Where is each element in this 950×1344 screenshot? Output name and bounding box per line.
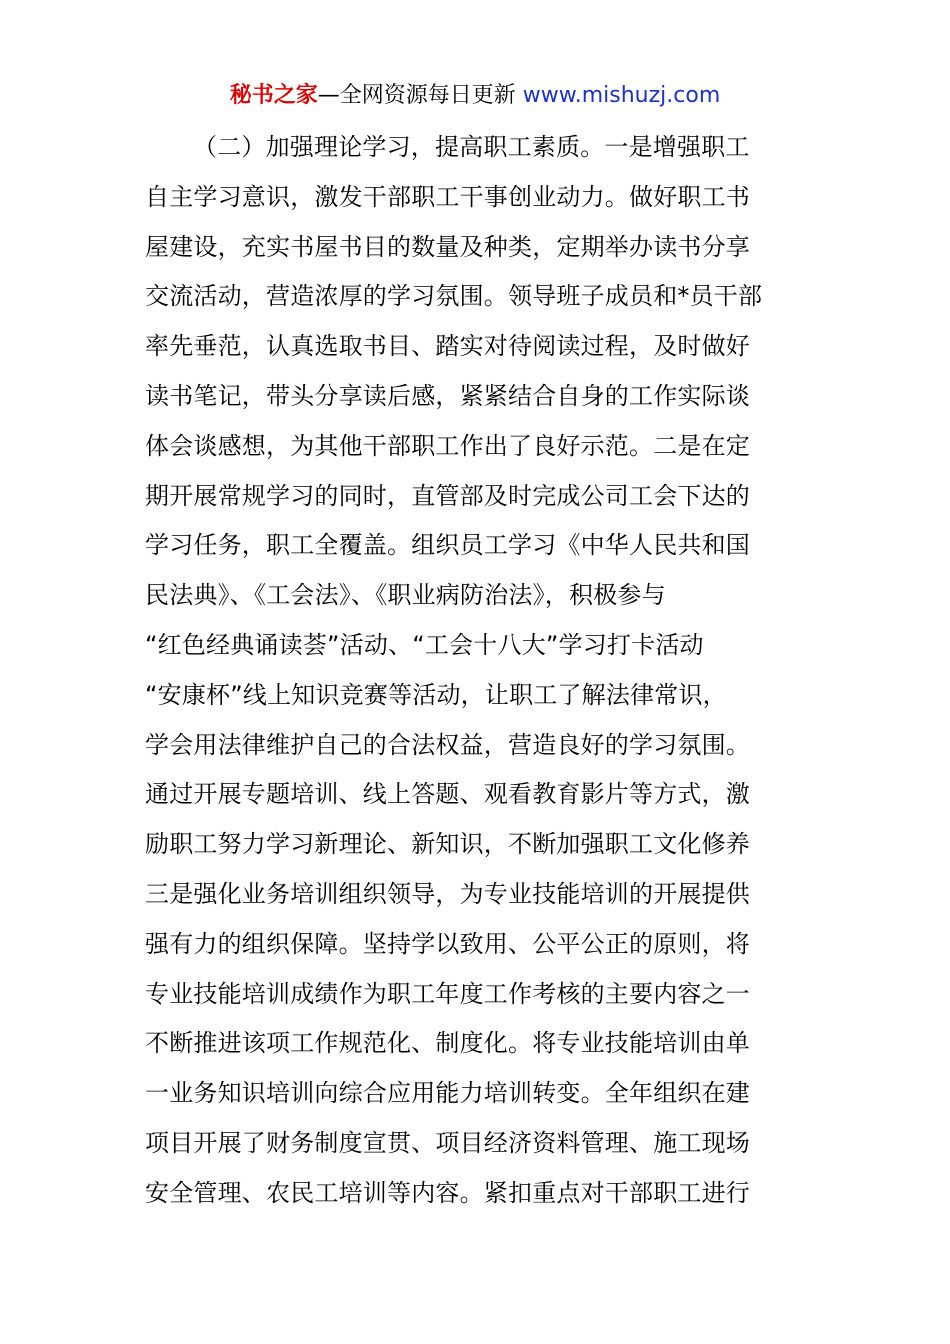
text-line: 期开展常规学习的同时，直管部及时完成公司工会下达的 — [145, 481, 750, 510]
text-line: 自主学习意识，激发干部职工干事创业动力。做好职工书 — [145, 182, 750, 211]
text-line: 屋建设，充实书屋书目的数量及种类，定期举办读书分享 — [145, 232, 750, 261]
text-line: （二）加强理论学习，提高职工素质。一是增强职工 — [193, 133, 750, 161]
text-line: 学会用法律维护自己的合法权益，营造良好的学习氛围。 — [145, 730, 750, 759]
text-line: 专业技能培训成绩作为职工年度工作考核的主要内容之一 — [145, 979, 750, 1008]
text-line: 项目开展了财务制度宣贯、项目经济资料管理、施工现场 — [145, 1128, 750, 1157]
text-line: “安康杯”线上知识竞赛等活动，让职工了解法律常识， — [145, 680, 727, 709]
brand-name: 秘书之家 — [229, 83, 318, 108]
text-line: 安全管理、农民工培训等内容。紧扣重点对干部职工进行 — [145, 1178, 750, 1207]
text-line: “红色经典诵读荟”活动、“工会十八大”学习打卡活动 — [145, 630, 704, 659]
header-tagline: —全网资源每日更新 — [317, 83, 523, 108]
page-header — [0, 80, 950, 112]
text-line: 读书笔记，带头分享读后感，紧紧结合自身的工作实际谈 — [145, 381, 750, 410]
document-body — [145, 123, 825, 1219]
text-line: 率先垂范，认真选取书目、踏实对待阅读过程，及时做好 — [145, 332, 750, 361]
text-line: 通过开展专题培训、线上答题、观看教育影片等方式，激 — [145, 780, 750, 809]
text-line: 体会谈感想，为其他干部职工作出了良好示范。二是在定 — [145, 431, 750, 460]
text-line: 学习任务，职工全覆盖。组织员工学习《中华人民共和国 — [145, 531, 750, 560]
text-line: 强有力的组织保障。坚持学以致用、公平公正的原则，将 — [145, 929, 750, 958]
site-url-link[interactable]: www.mishuzj.com — [522, 83, 721, 108]
text-line: 民法典》、《工会法》、《职业病防治法》，积极参与 — [145, 581, 666, 610]
text-line: 励职工努力学习新理论、新知识，不断加强职工文化修养 — [145, 830, 750, 859]
text-line: 不断推进该项工作规范化、制度化。将专业技能培训由单 — [145, 1029, 750, 1058]
text-line: 一业务知识培训向综合应用能力培训转变。全年组织在建 — [145, 1079, 750, 1108]
text-line: 三是强化业务培训组织领导，为专业技能培训的开展提供 — [145, 879, 750, 908]
text-line: 交流活动，营造浓厚的学习氛围。领导班子成员和*员干部 — [145, 282, 763, 311]
